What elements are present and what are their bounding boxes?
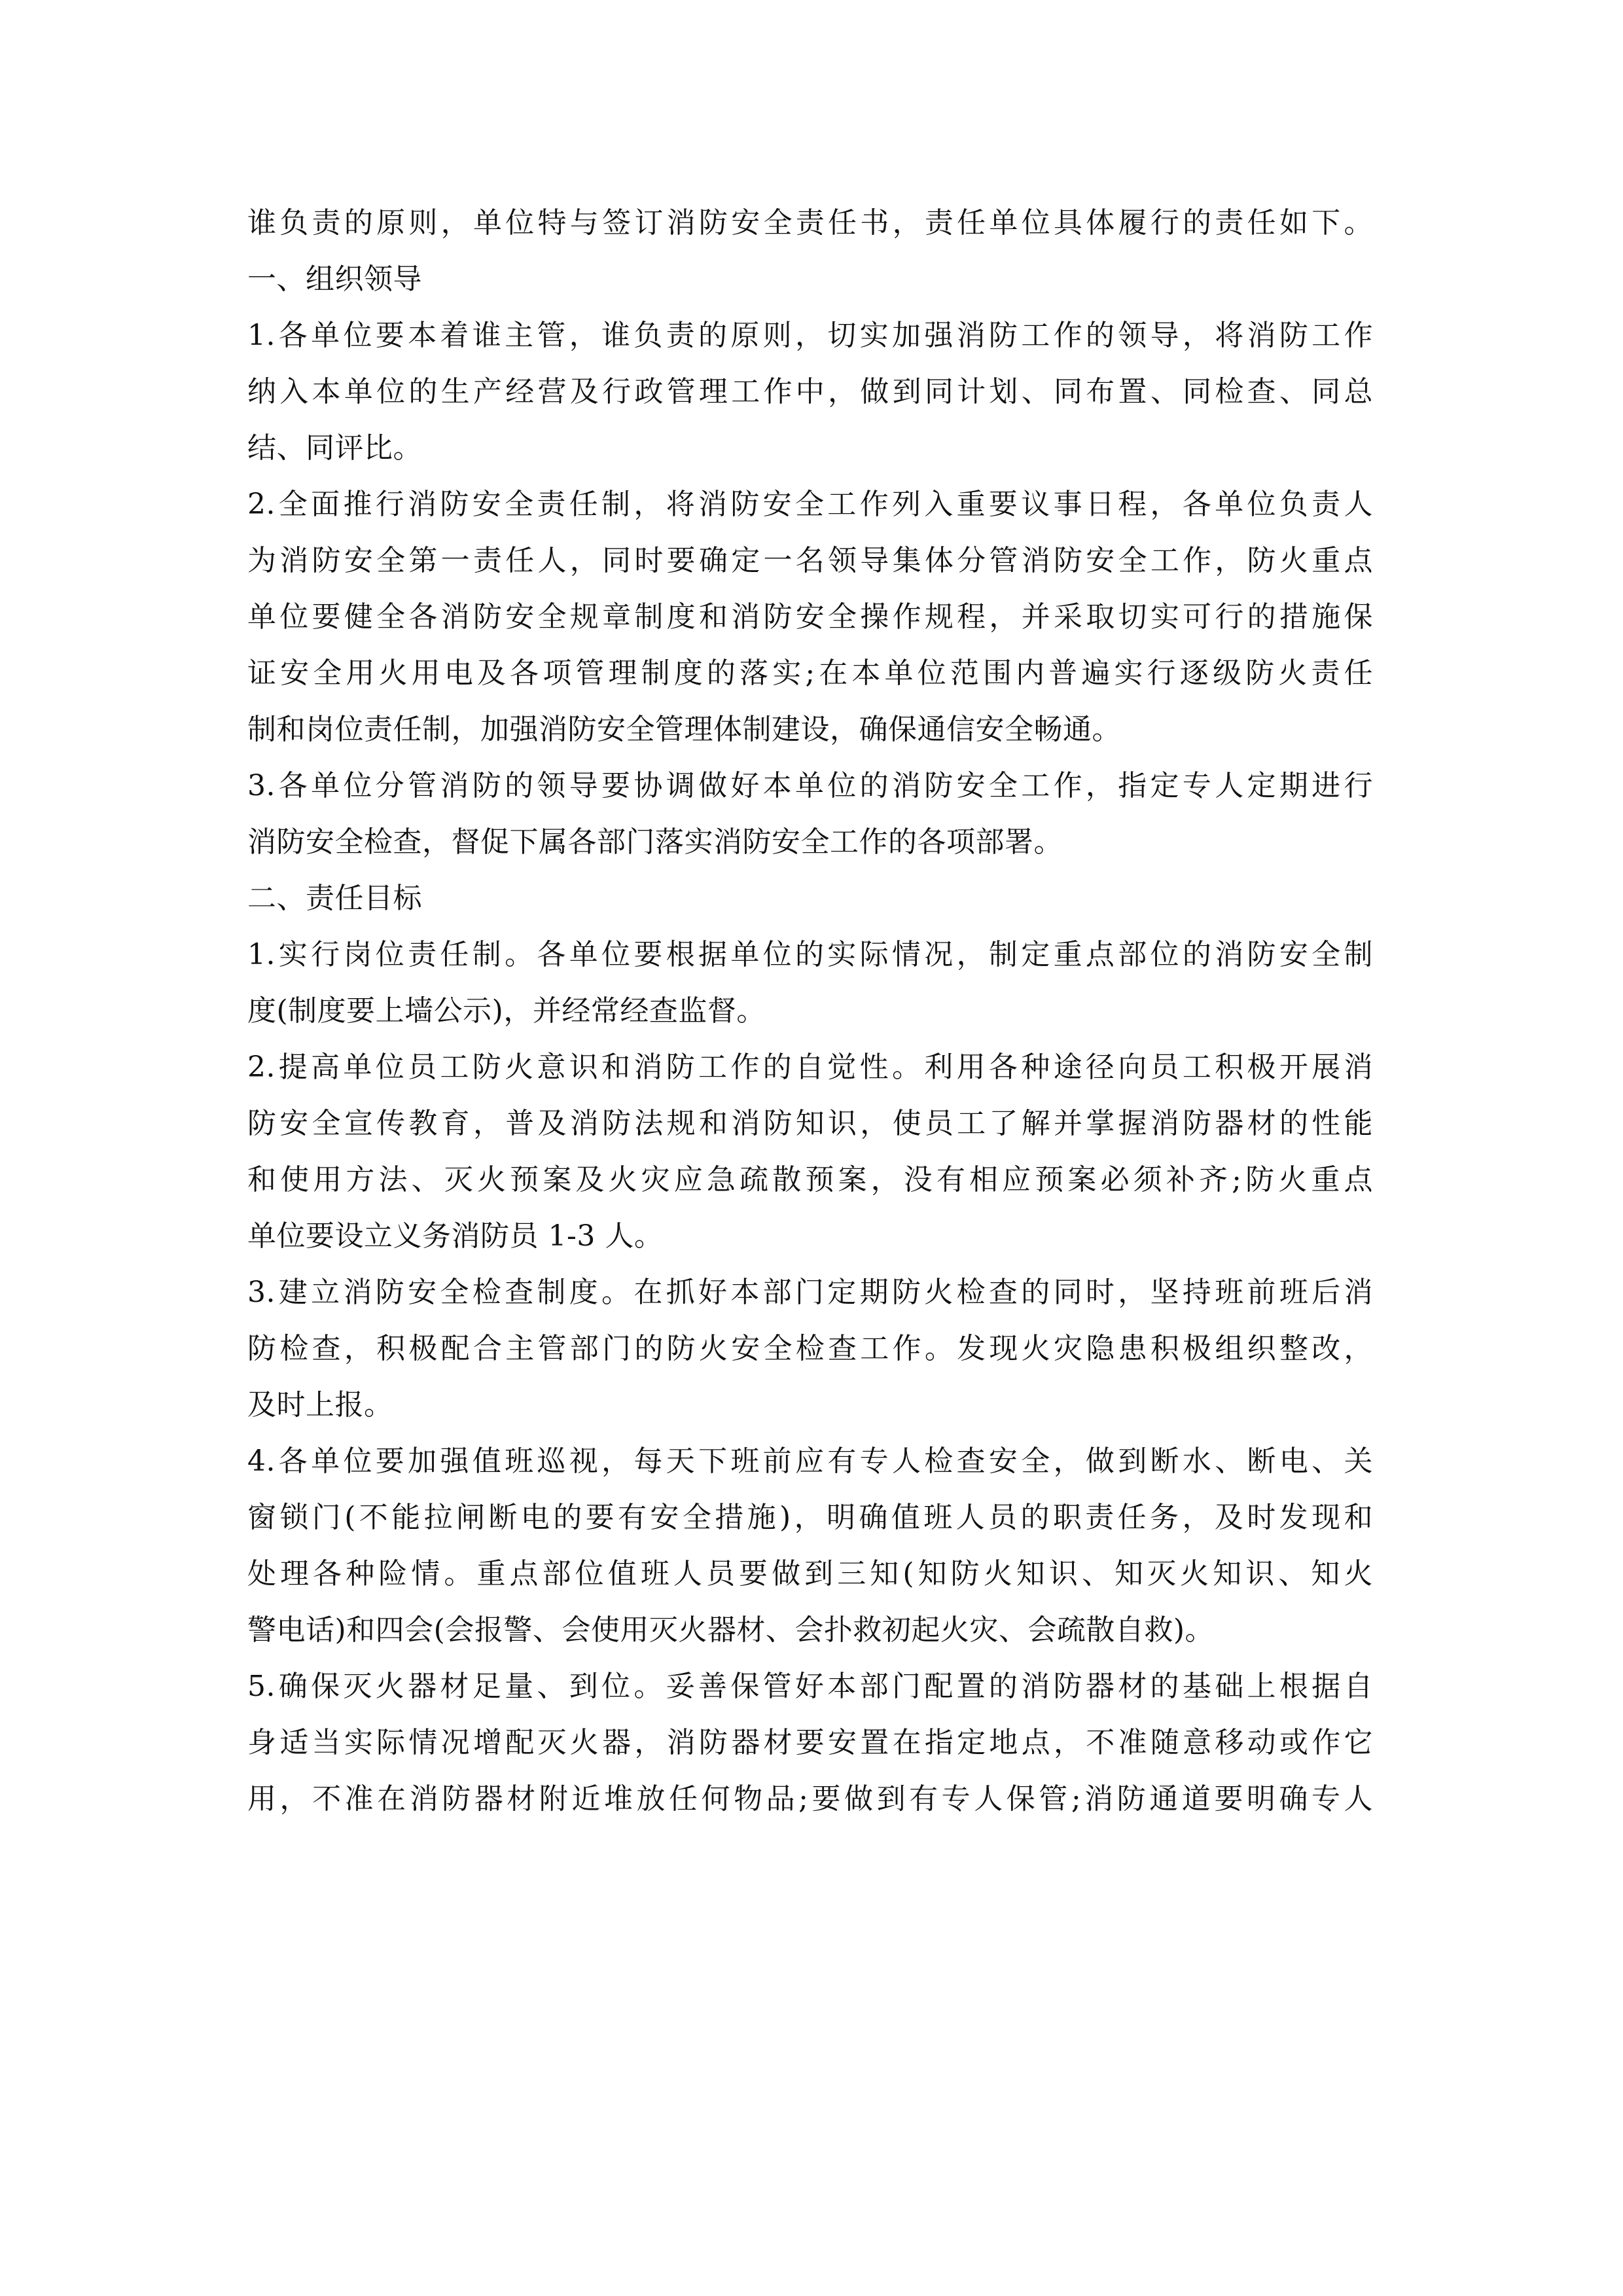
text-line: 4.各单位要加强值班巡视，每天下班前应有专人检查安全，做到断水、断电、关 — [247, 1444, 1373, 1478]
text-line: 窗锁门(不能拉闸断电的要有安全措施)，明确值班人员的职责任务，及时发现和 — [247, 1501, 1373, 1534]
text-line: 防检查，积极配合主管部门的防火安全检查工作。发现火灾隐患积极组织整改， — [247, 1332, 1373, 1365]
text-line: 为消防安全第一责任人，同时要确定一名领导集体分管消防安全工作，防火重点 — [247, 544, 1373, 577]
text-line: 1.实行岗位责任制。各单位要根据单位的实际情况，制定重点部位的消防安全制 — [247, 938, 1373, 971]
text-line: 2.全面推行消防安全责任制，将消防安全工作列入重要议事日程，各单位负责人 — [247, 488, 1373, 521]
text-line: 制和岗位责任制，加强消防安全管理体制建设，确保通信安全畅通。 — [247, 713, 1121, 746]
text-line: 证安全用火用电及各项管理制度的落实;在本单位范围内普遍实行逐级防火责任 — [247, 656, 1373, 690]
text-line: 度(制度要上墙公示)，并经常经查监督。 — [247, 994, 766, 1028]
text-line: 消防安全检查，督促下属各部门落实消防安全工作的各项部署。 — [247, 825, 1063, 859]
text-line: 单位要健全各消防安全规章制度和消防安全操作规程，并采取切实可行的措施保 — [247, 600, 1373, 634]
text-line: 3.各单位分管消防的领导要协调做好本单位的消防安全工作，指定专人定期进行 — [247, 769, 1373, 802]
text-line: 用，不准在消防器材附近堆放任何物品;要做到有专人保管;消防通道要明确专人 — [247, 1782, 1373, 1816]
text-line: 单位要设立义务消防员 1-3 人。 — [247, 1219, 664, 1253]
text-line: 结、同评比。 — [247, 431, 422, 465]
text-line: 及时上报。 — [247, 1388, 393, 1422]
text-line: 谁负责的原则，单位特与签订消防安全责任书，责任单位具体履行的责任如下。 — [247, 206, 1373, 240]
text-line: 和使用方法、灭火预案及火灾应急疏散预案，没有相应预案必须补齐;防火重点 — [247, 1163, 1373, 1196]
text-line: 一、组织领导 — [247, 262, 422, 296]
text-line: 防安全宣传教育，普及消防法规和消防知识，使员工了解并掌握消防器材的性能 — [247, 1107, 1373, 1140]
text-line: 1.各单位要本着谁主管，谁负责的原则，切实加强消防工作的领导，将消防工作 — [247, 319, 1373, 352]
text-line: 处理各种险情。重点部位值班人员要做到三知(知防火知识、知灭火知识、知火 — [247, 1557, 1373, 1590]
text-line: 纳入本单位的生产经营及行政管理工作中，做到同计划、同布置、同检查、同总 — [247, 375, 1373, 408]
document-body — [247, 195, 1373, 1827]
text-line: 身适当实际情况增配灭火器，消防器材要安置在指定地点，不准随意移动或作它 — [247, 1726, 1373, 1759]
text-line: 二、责任目标 — [247, 882, 422, 915]
text-line: 5.确保灭火器材足量、到位。妥善保管好本部门配置的消防器材的基础上根据自 — [247, 1670, 1373, 1703]
text-line: 3.建立消防安全检查制度。在抓好本部门定期防火检查的同时，坚持班前班后消 — [247, 1276, 1373, 1309]
text-line: 2.提高单位员工防火意识和消防工作的自觉性。利用各种途径向员工积极开展消 — [247, 1050, 1373, 1084]
text-line: 警电话)和四会(会报警、会使用灭火器材、会扑救初起火灾、会疏散自救)。 — [247, 1613, 1214, 1647]
